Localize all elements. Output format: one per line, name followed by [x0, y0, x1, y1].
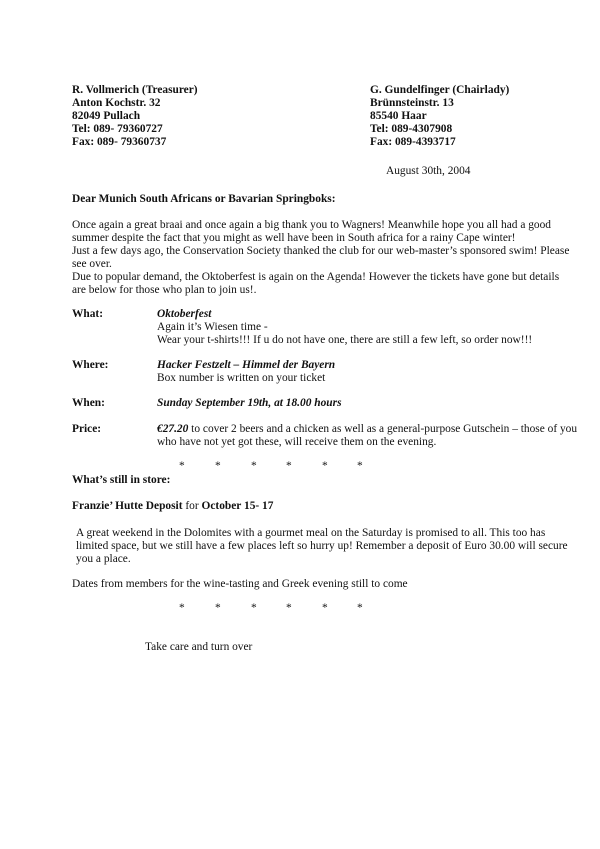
franzie-line: A great weekend in the Dolomites with a gourmet meal on the Saturday is promised to all. This too has — [76, 527, 546, 539]
sender-left-line: Tel: 089- 79360727 — [72, 123, 163, 135]
closing-line: Take care and turn over — [145, 641, 253, 653]
intro-line: see over. — [72, 258, 112, 270]
price-line: to cover 2 beers and a chicken as well as a general-purpose Gutschein – those of you — [188, 423, 578, 435]
sender-left — [72, 84, 198, 149]
star-divider — [0, 460, 600, 473]
salutation: Dear Munich South Africans or Bavarian Springboks: — [72, 193, 336, 205]
intro-line: summer despite the fact that you might as well have been in South africa for a rainy Cape winter! — [72, 232, 516, 244]
what-line: Again it’s Wiesen time - — [157, 321, 268, 333]
dates-note: Dates from members for the wine-tasting and Greek evening still to come — [72, 578, 408, 590]
where-details — [157, 359, 335, 385]
intro-paragraph — [72, 219, 569, 297]
star-mark: * — [286, 602, 292, 614]
what-label: What: — [72, 308, 104, 320]
price-amount: €27.20 — [157, 423, 189, 435]
franzie-paragraph — [76, 527, 568, 566]
star-mark: * — [215, 602, 221, 614]
what-details — [157, 308, 532, 347]
sender-right-line: G. Gundelfinger (Chairlady) — [370, 84, 510, 96]
franzie-line: you a place. — [76, 553, 131, 565]
star-mark: * — [357, 602, 363, 614]
when-label: When: — [72, 397, 105, 409]
intro-line: Due to popular demand, the Oktoberfest is again on the Agenda! However the tickets have gone but details — [72, 271, 560, 283]
star-mark: * — [251, 602, 257, 614]
star-mark: * — [179, 602, 185, 614]
star-mark: * — [286, 460, 292, 472]
sender-left-line: Anton Kochstr. 32 — [72, 97, 161, 109]
letter-date: August 30th, 2004 — [386, 165, 471, 177]
where-line: Box number is written on your ticket — [157, 372, 326, 384]
sender-left-line: R. Vollmerich (Treasurer) — [72, 84, 198, 96]
sender-right-line: 85540 Haar — [370, 110, 427, 122]
star-mark: * — [322, 602, 328, 614]
store-heading: What’s still in store: — [72, 474, 171, 486]
franzie-connector: for — [182, 500, 202, 512]
franzie-dates: October 15- 17 — [201, 500, 274, 512]
price-details — [157, 423, 577, 449]
intro-line: Once again a great braai and once again a big thank you to Wagners! Meanwhile hope you all had a good — [72, 219, 552, 231]
star-mark: * — [179, 460, 185, 472]
sender-right-line: Brünnsteinstr. 13 — [370, 97, 454, 109]
star-divider — [0, 602, 600, 615]
price-line: who have not yet got these, will receive them on the evening. — [157, 436, 437, 448]
where-label: Where: — [72, 359, 109, 371]
what-title: Oktoberfest — [157, 308, 212, 320]
franzie-title: Franzie’ Hutte Deposit — [72, 500, 183, 512]
sender-left-line: Fax: 089- 79360737 — [72, 136, 167, 148]
when-value: Sunday September 19th, at 18.00 hours — [157, 397, 342, 409]
price-label: Price: — [72, 423, 102, 435]
star-mark: * — [251, 460, 257, 472]
franzie-line: limited space, but we still have a few places left so hurry up! Remember a deposit of Euro 30.00 will secure — [76, 540, 568, 552]
where-title: Hacker Festzelt – Himmel der Bayern — [157, 359, 336, 371]
star-mark: * — [322, 460, 328, 472]
what-line: Wear your t-shirts!!! If u do not have one, there are still a few left, so order now!!! — [157, 334, 533, 346]
intro-line: are below for those who plan to join us!. — [72, 284, 257, 296]
franzie-heading — [72, 500, 273, 513]
sender-right — [370, 84, 509, 149]
star-mark: * — [215, 460, 221, 472]
sender-left-line: 82049 Pullach — [72, 110, 141, 122]
intro-line: Just a few days ago, the Conservation Society thanked the club for our web-master’s sponsored swim! Please — [72, 245, 570, 257]
star-mark: * — [357, 460, 363, 472]
sender-right-line: Fax: 089-4393717 — [370, 136, 456, 148]
sender-right-line: Tel: 089-4307908 — [370, 123, 453, 135]
